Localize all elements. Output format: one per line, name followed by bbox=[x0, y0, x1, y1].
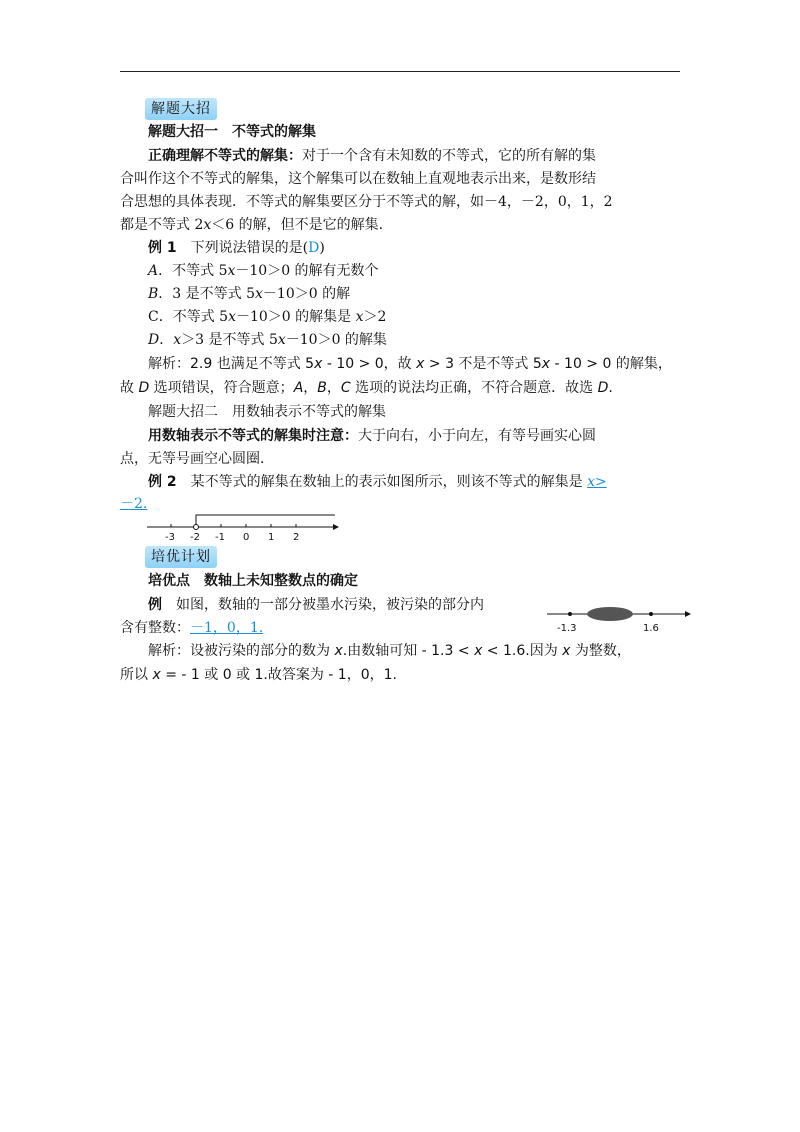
number-line-1-tick-label: 1 bbox=[268, 532, 275, 543]
number-line-2-right-point bbox=[649, 612, 653, 616]
example1-label: 例 1 bbox=[148, 240, 177, 256]
example2-stem: 例 2 某不等式的解集在数轴上的表示如图所示，则该不等式的解集是 x> bbox=[148, 474, 607, 490]
number-line-2-right-label: 1.6 bbox=[643, 623, 659, 634]
tip2-line1: 用数轴表示不等式的解集时注意：大于向右，小于向左，有等号画实心圆 bbox=[148, 428, 596, 444]
number-line-2-left-point bbox=[568, 612, 572, 616]
number-line-1-tick-label: -3 bbox=[165, 532, 175, 543]
tip1-line3: 合思想的具体表现．不等式的解集要区分于不等式的解，如－4，－2，0，1，2 bbox=[120, 194, 613, 210]
example2-label: 例 2 bbox=[148, 474, 177, 490]
example3-line2: 含有整数：－1，0，1. bbox=[120, 620, 264, 636]
tip2-heading: 解题大招二 用数轴表示不等式的解集 bbox=[148, 404, 386, 420]
number-line-1-tick-label: 0 bbox=[243, 532, 250, 543]
section-tag-advanced: 培优计划 bbox=[145, 546, 217, 568]
number-line-2 bbox=[545, 600, 695, 634]
number-line-1-tick-label: -2 bbox=[190, 532, 200, 543]
number-line-1-open-point bbox=[194, 525, 199, 530]
example3-line1: 例 如图，数轴的一部分被墨水污染，被污染的部分内 bbox=[148, 597, 484, 613]
number-line-1 bbox=[145, 510, 345, 546]
top-rule bbox=[120, 71, 680, 72]
example1-option-d: D．x＞3 是不等式 5x－10＞0 的解集 bbox=[148, 332, 387, 348]
example1-answer: D bbox=[308, 240, 320, 256]
number-line-2-arrow bbox=[685, 611, 691, 617]
example1-analysis-line2: 故 D 选项错误，符合题意；A，B，C 选项的说法均正确，不符合题意．故选 D. bbox=[120, 380, 613, 396]
tip2-line2: 点，无等号画空心圆圈． bbox=[120, 451, 274, 467]
tip1-heading: 解题大招一 不等式的解集 bbox=[148, 124, 316, 140]
example3-answer: －1，0，1. bbox=[190, 620, 264, 636]
example3-label: 例 bbox=[148, 597, 162, 613]
example1-stem: 例 1 下列说法错误的是(D) bbox=[148, 240, 325, 256]
section-tag-tips: 解题大招 bbox=[145, 98, 217, 120]
example1-option-a: A．不等式 5x－10＞0 的解有无数个 bbox=[148, 263, 379, 279]
number-line-1-tick-label: 2 bbox=[293, 532, 300, 543]
tip2-lead: 用数轴表示不等式的解集时注意： bbox=[148, 428, 358, 444]
example3-analysis-line2: 所以 x = - 1 或 0 或 1.故答案为 - 1，0，1. bbox=[120, 667, 397, 683]
example2-answer-line bbox=[120, 494, 147, 514]
tip1-line1 bbox=[148, 146, 596, 166]
number-line-1-arrow bbox=[333, 524, 339, 530]
tip1-lead: 正确理解不等式的解集： bbox=[148, 148, 302, 164]
tip3-heading: 培优点 数轴上未知整数点的确定 bbox=[148, 573, 358, 589]
tip1-line2: 合叫作这个不等式的解集，这个解集可以在数轴上直观地表示出来，是数形结 bbox=[120, 171, 596, 187]
example3-analysis-line1: 解析：设被污染的部分的数为 x.由数轴可知 - 1.3 < x < 1.6.因为 x 为整数， bbox=[148, 643, 631, 659]
number-line-1-solution-ray bbox=[196, 515, 335, 525]
example2-answer-a: x> bbox=[587, 474, 607, 490]
example2-answer-b: －2. bbox=[120, 496, 148, 512]
example1-option-b: B．3 是不等式 5x－10＞0 的解 bbox=[148, 286, 351, 302]
tip1-line4: 都是不等式 2x＜6 的解，但不是它的解集． bbox=[120, 217, 393, 233]
example1-option-c: C．不等式 5x－10＞0 的解集是 x＞2 bbox=[148, 309, 387, 325]
number-line-2-left-label: -1.3 bbox=[557, 623, 577, 634]
example1-analysis-line1: 解析：2.9 也满足不等式 5x - 10 > 0，故 x > 3 不是不等式 5x - 10 > 0 的解集， bbox=[148, 356, 672, 372]
ink-stain bbox=[587, 607, 633, 621]
tip1-line1-rest: 对于一个含有未知数的不等式，它的所有解的集 bbox=[302, 148, 596, 164]
number-line-1-tick-label: -1 bbox=[215, 532, 225, 543]
